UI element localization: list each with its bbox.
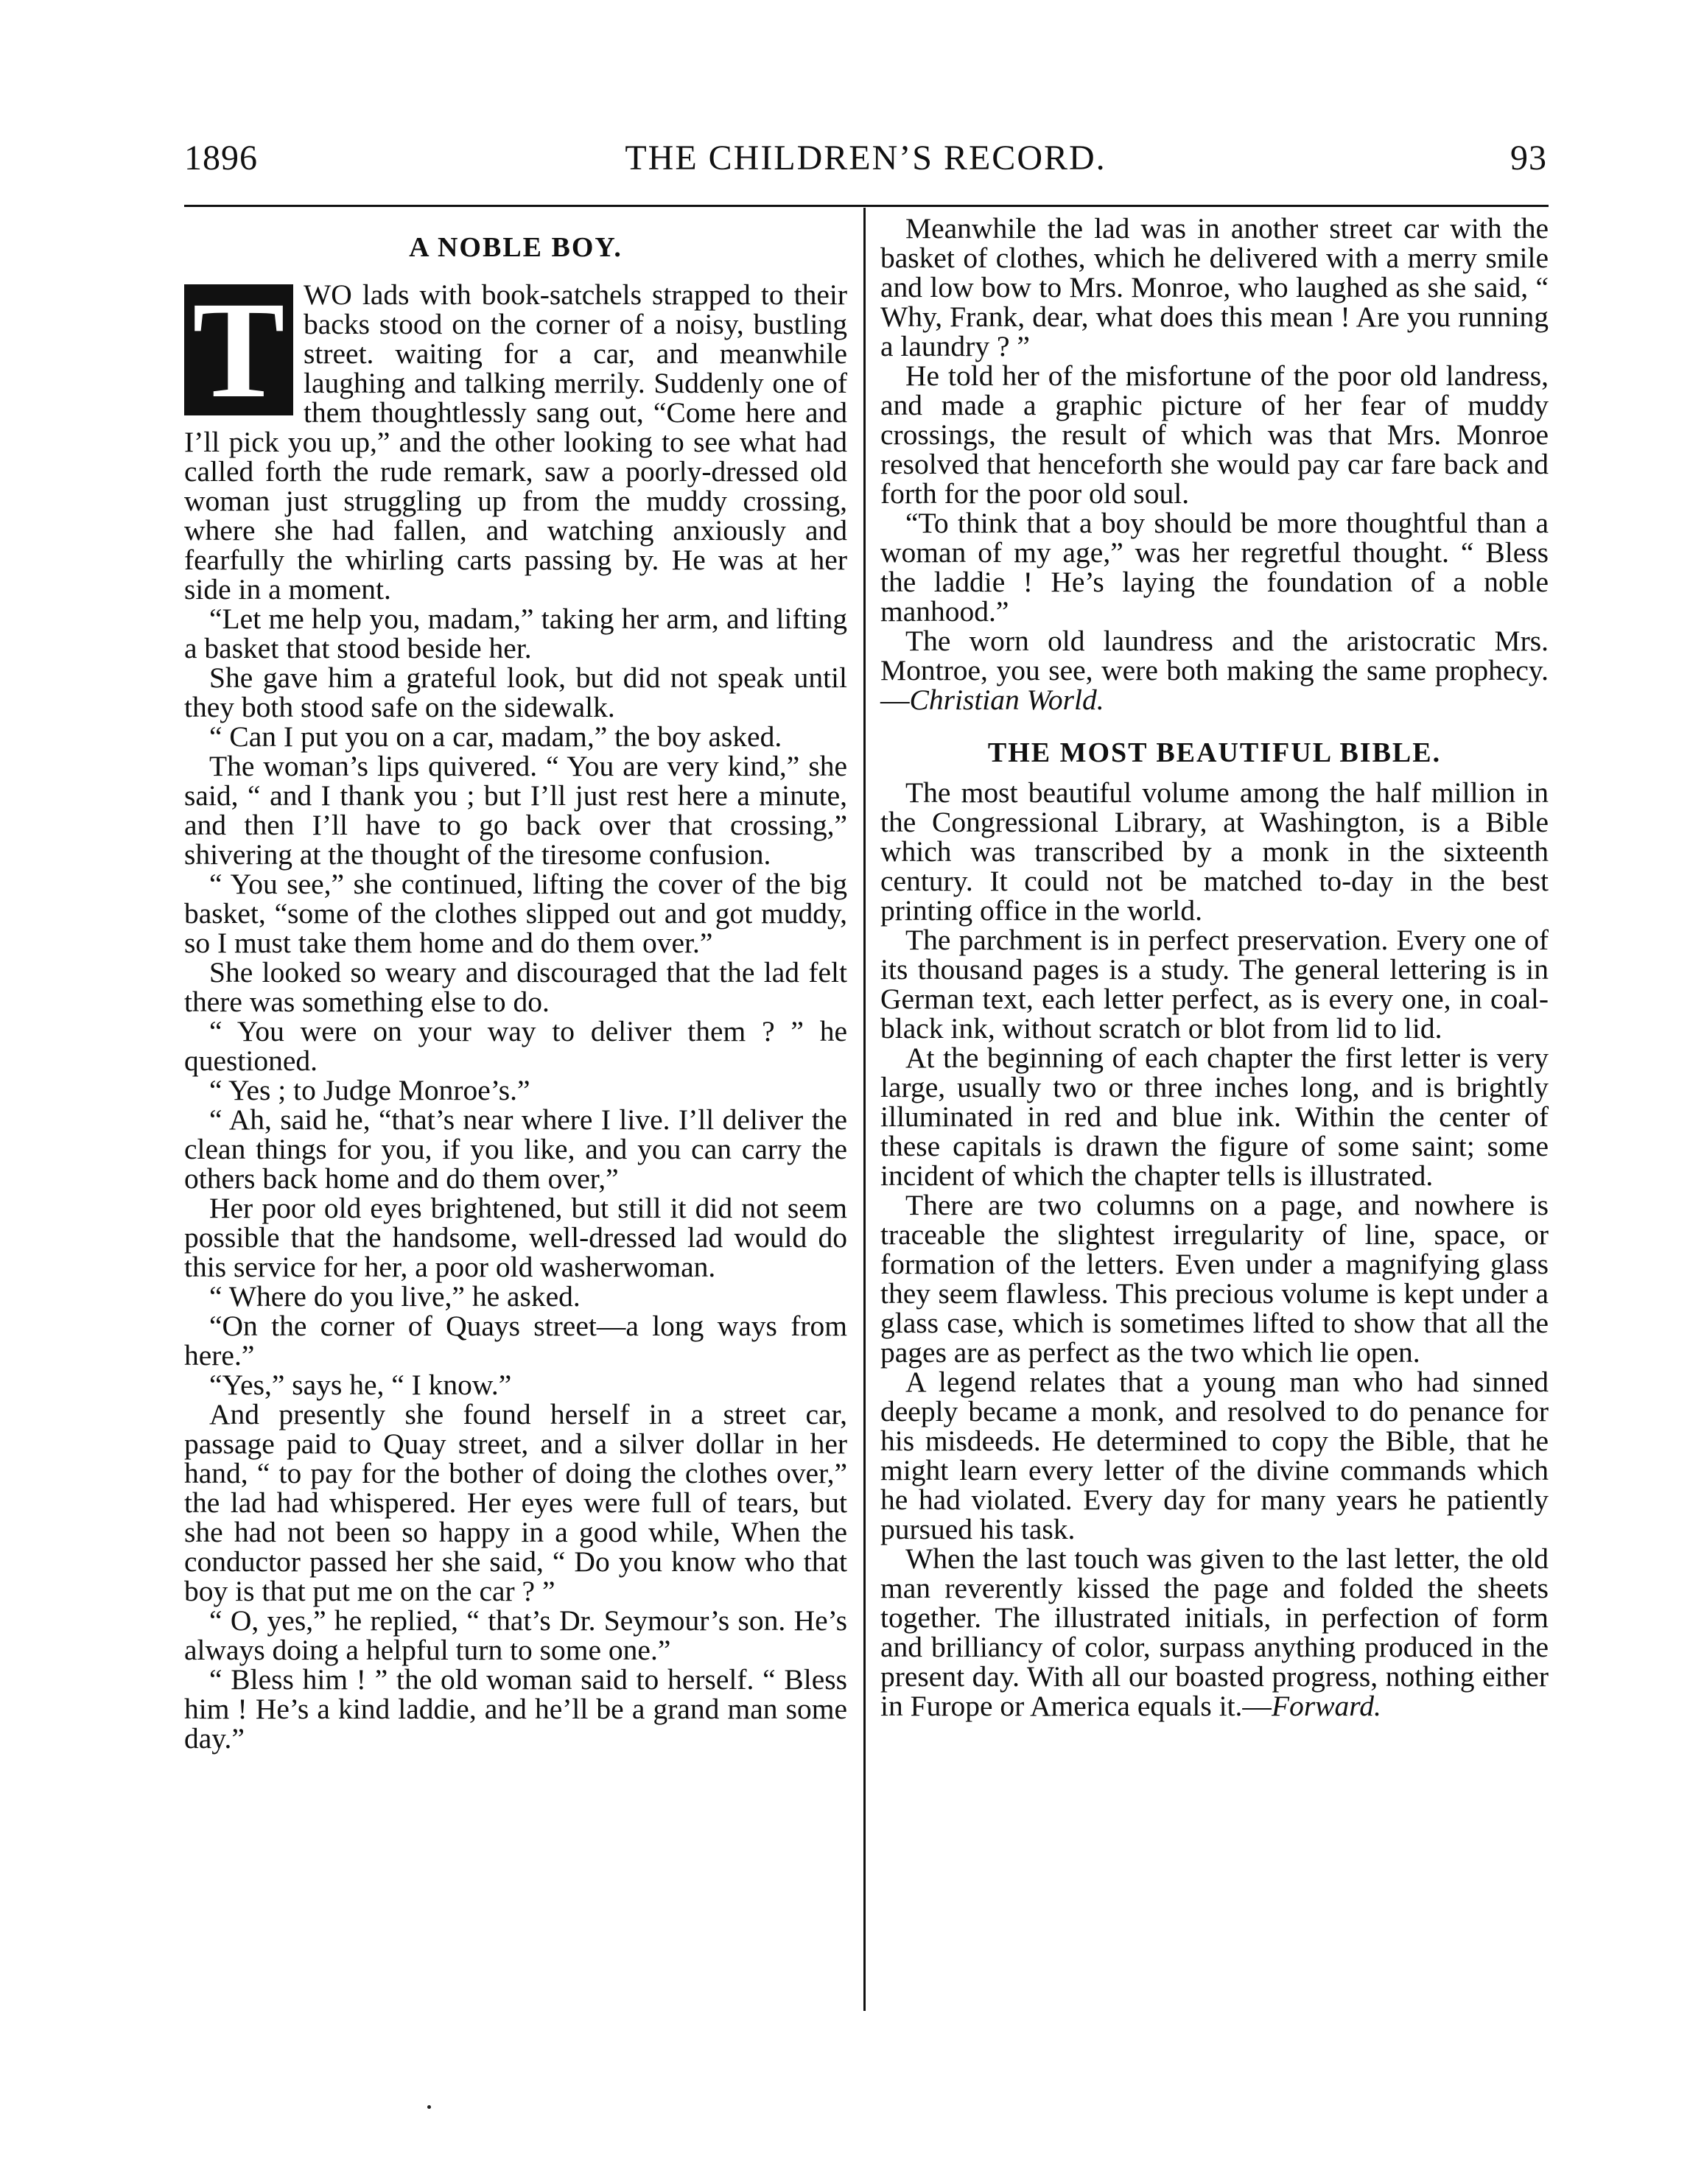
story2-paragraph: The most beautiful volume among the half million in the Congressional Library, at Washington, is a Bible which was transcribed by a monk in the sixteenth century. It could not be matched to-day in the best printing office in the world. [880, 776, 1549, 927]
story1-paragraph: Her poor old eyes brightened, but still it did not seem possible that the handsome, well-dressed lad would do this service for her, a poor old washerwoman. [184, 1192, 847, 1283]
story1-paragraph: “ You were on your way to deliver them ? ” he questioned. [184, 1015, 847, 1077]
story2-source: Forward. [1271, 1690, 1381, 1722]
column-divider [863, 208, 866, 2011]
story2-paragraph: A legend relates that a young man who had sinned deeply became a monk, and resolved to do penance for his misdeeds. He determined to copy the Bible, that he might learn every letter of the divine commands which he had violated. Every day for many years he patiently pursued his task. [880, 1366, 1549, 1545]
story1-opening-text: WO lads with book-satchels strapped to their backs stood on the corner of a noisy, bustling street. waiting for a car, and meanwhile laughing and talking merrily. Suddenly one of them thoughtlessly sang out, “Come here and I’ll pick you up,” and the other looking to see what had called forth the rude remark, saw a poorly-dressed old woman just struggling up from the muddy crossing, where she had fallen, and watching anxiously and fearfully the whirling carts passing by. He was at her side in a moment. [184, 278, 847, 605]
story1-paragraph: “Yes,” says he, “ I know.” [209, 1369, 512, 1401]
story2-title: THE MOST BEAUTIFUL BIBLE. [987, 737, 1442, 768]
story1-paragraph: He told her of the misfortune of the poor old landress, and made a graphic picture of her fear of muddy crossings, the result of which was that Mrs. Monroe resolved that henceforth she would pay car fare back and forth for the poor old soul. [880, 359, 1549, 510]
story1-closing-text: The worn old laundress and the aristocratic Mrs. Montroe, you see, were both making the same prophecy.— [880, 625, 1549, 716]
story1-source: Christian World. [909, 684, 1104, 716]
story1-paragraph: “ O, yes,” he replied, “ that’s Dr. Seymour’s son. He’s always doing a helpful turn to some one.” [184, 1604, 847, 1666]
story1-paragraph: “ You see,” she continued, lifting the cover of the big basket, “some of the clothes slipped out and got muddy, so I must take them home and do them over.” [184, 868, 847, 959]
header-year: 1896 [184, 138, 258, 178]
publication-title: THE CHILDREN’S RECORD. [625, 138, 1107, 178]
story1-paragraph: Meanwhile the lad was in another street car with the basket of clothes, which he delivered with a merry smile and low bow to Mrs. Monroe, who laughed as she said, “ Why, Frank, dear, what does this mean ! Are you running a laundry ? ” [880, 212, 1549, 362]
story1-paragraph: “Let me help you, madam,” taking her arm, and lifting a basket that stood beside her. [184, 603, 847, 664]
story2-paragraph: At the beginning of each chapter the first letter is very large, usually two or three inches long, and is brightly illuminated in red and blue ink. Within the center of these capitals is drawn the figure of some saint; some incident of which the chapter tells is illustrated. [880, 1042, 1549, 1192]
story1-paragraph: She looked so weary and discouraged that the lad felt there was something else to do. [184, 956, 847, 1018]
story1-paragraph: She gave him a grateful look, but did not speak until they both stood safe on the sidewalk. [184, 661, 847, 723]
story1-paragraph: “ Can I put you on a car, madam,” the boy asked. [209, 720, 782, 753]
story1-paragraph: And presently she found herself in a street car, passage paid to Quay street, and a silver dollar in her hand, “ to pay for the bother of doing the clothes over,” the lad had whispered. Her eyes were full of tears, but she had not been so happy in a good while, When the conductor passed her she said, “ Do you know who that boy is that put me on the car ? ” [184, 1398, 847, 1607]
story1-paragraph: “To think that a boy should be more thoughtful than a woman of my age,” was her regretful thought. “ Bless the laddie ! He’s laying the foundation of a noble manhood.” [880, 507, 1549, 628]
story1-paragraph: “On the corner of Quays street—a long ways from here.” [184, 1310, 847, 1372]
right-column [880, 214, 1549, 1721]
story2-paragraph: The parchment is in perfect preservation. Every one of its thousand pages is a study. The general lettering is in German text, each letter perfect, as is every one, in coal-black ink, without scratch or blot from lid to lid. [880, 924, 1549, 1044]
running-head [184, 133, 1547, 184]
header-rule [184, 205, 1549, 207]
story1-paragraph: “ Ah, said he, “that’s near where I live. I’ll deliver the clean things for you, if you like, and you can carry the others back home and do them over,” [184, 1103, 847, 1195]
story1-opening-paragraph [184, 273, 847, 605]
drop-cap-letter: T [184, 284, 293, 415]
print-speck [427, 2105, 431, 2109]
story1-paragraph: The woman’s lips quivered. “ You are very kind,” she said, “ and I thank you ; but I’ll just rest here a minute, and then I’ll have to go back over that crossing,” shivering at the thought of the tiresome confusion. [184, 750, 847, 871]
story1-closing-paragraph [880, 626, 1549, 714]
story2-closing-text: When the last touch was given to the last letter, the old man reverently kissed the page and folded the sheets together. The illustrated initials, in perfection of form and brilliancy of color, surpass anything produced in the present day. With all our boasted progress, nothing either in Furope or America equals it.— [880, 1542, 1549, 1722]
story1-paragraph: “ Where do you live,” he asked. [209, 1280, 581, 1313]
story1-paragraph: “ Bless him ! ” the old woman said to herself. “ Bless him ! He’s a kind laddie, and he’ll be a grand man some day.” [184, 1663, 847, 1755]
story1-title: A NOBLE BOY. [409, 232, 623, 263]
story2-paragraph: There are two columns on a page, and nowhere is traceable the slightest irregularity of line, space, or formation of the letters. Even under a magnifying glass they seem flawless. This precious volume is kept under a glass case, which is sometimes lifted to show that all the pages are as perfect as the two which lie open. [880, 1189, 1549, 1369]
story2-closing-paragraph [880, 1544, 1549, 1721]
left-column [184, 214, 847, 1753]
story1-paragraph: “ Yes ; to Judge Monroe’s.” [209, 1074, 530, 1106]
page-number: 93 [1510, 138, 1547, 178]
